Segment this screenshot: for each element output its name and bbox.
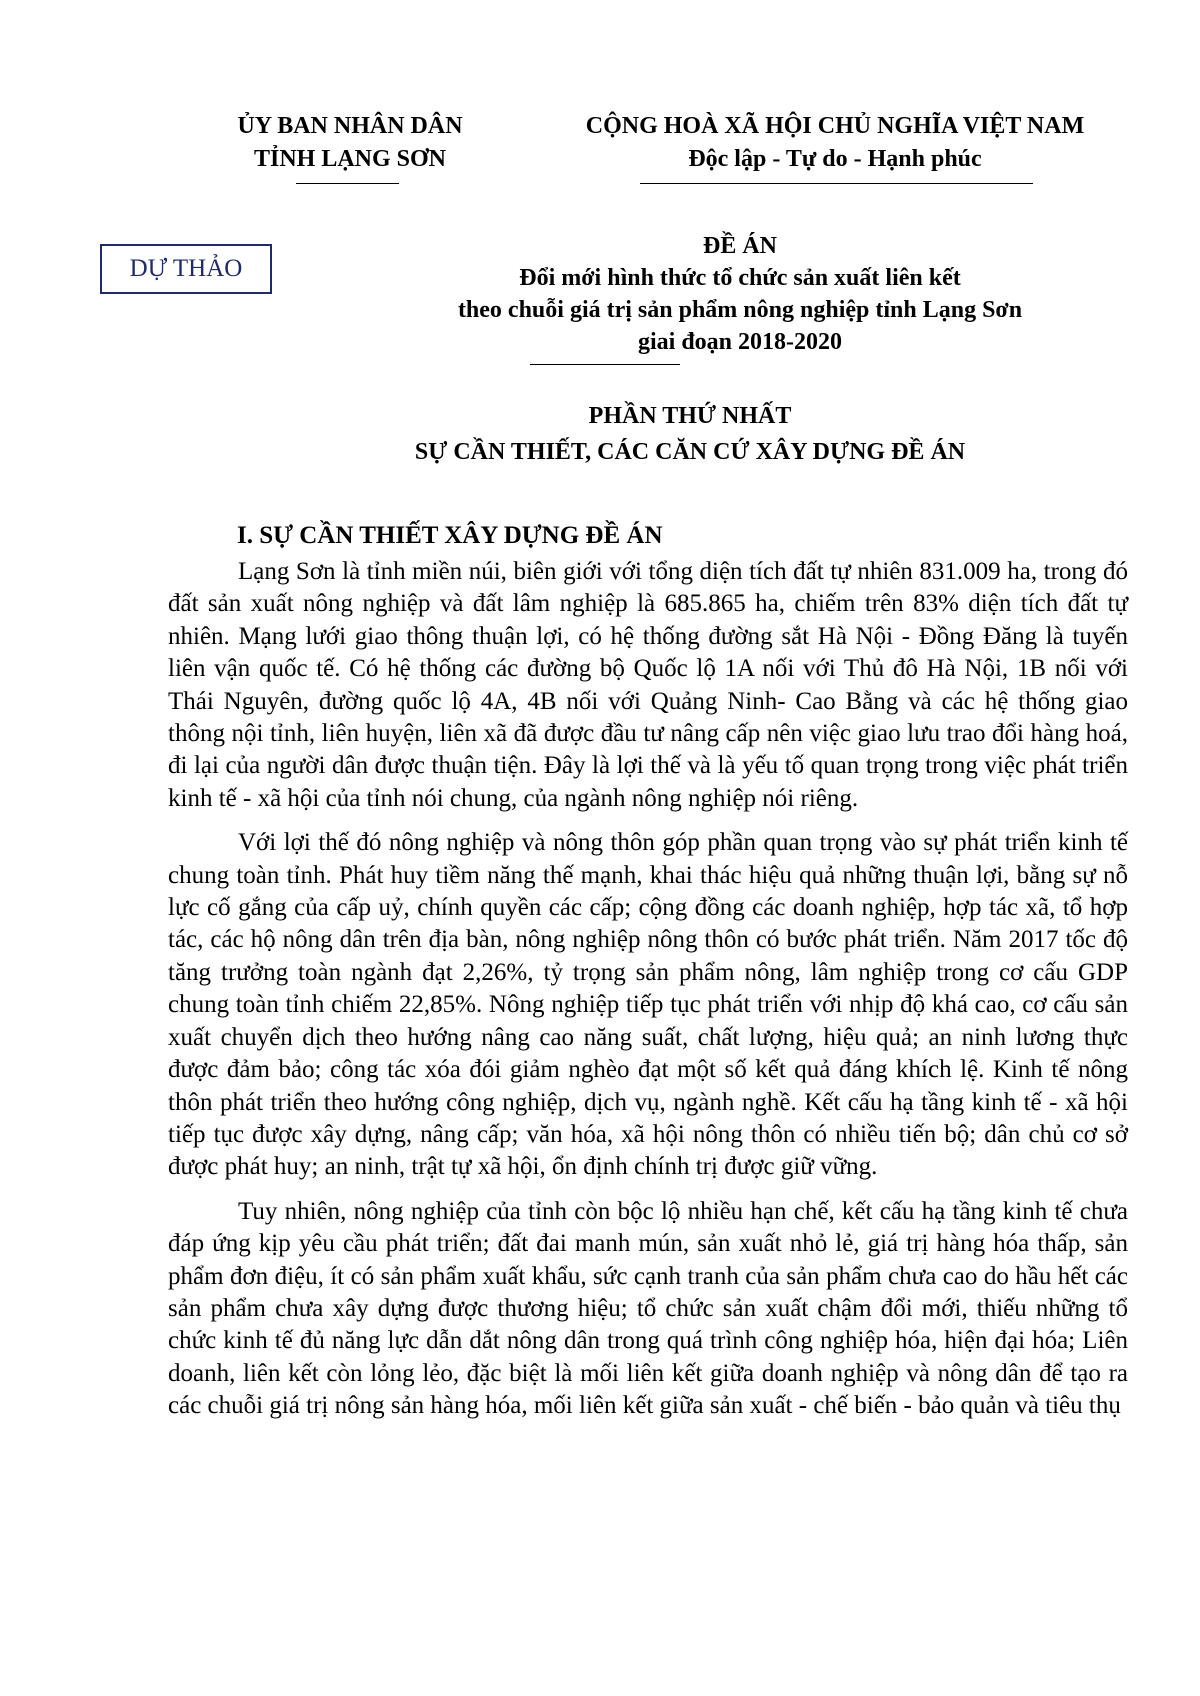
motto-line: Độc lập - Tự do - Hạnh phúc xyxy=(688,146,982,172)
motto-underline xyxy=(640,183,1033,184)
part-title: SỰ CẦN THIẾT, CÁC CĂN CỨ XÂY DỰNG ĐỀ ÁN xyxy=(414,439,966,465)
part-number: PHẦN THỨ NHẤT xyxy=(588,403,792,429)
authority-line-1: ỦY BAN NHÂN DÂN xyxy=(237,113,463,139)
title-line-3: theo chuỗi giá trị sản phẩm nông nghiệp tỉnh Lạng Sơn xyxy=(457,297,1023,323)
paragraph: Tuy nhiên, nông nghiệp của tỉnh còn bộc lộ nhiều hạn chế, kết cấu hạ tầng kinh tế chưa đáp ứng kịp yêu cầu phát triển; đất đai manh mún, sản xuất nhỏ lẻ, giá trị hàng hóa thấp, sản phẩm đơn điệu, ít có sản phẩm xuất khẩu, sức cạnh tranh của sản phẩm chưa cao do hầu hết các sản phẩm chưa xây dựng được thương hiệu; tổ chức sản xuất chậm đổi mới, thiếu những tổ chức kinh tế đủ năng lực dẫn dắt nông dân trong quá trình công nghiệp hóa, hiện đại hóa; Liên doanh, liên kết còn lỏng lẻo, đặc biệt là mối liên kết giữa doanh nghiệp và nông dân để tạo ra các chuỗi giá trị nông sản hàng hóa, mối liên kết giữa sản xuất - chế biến - bảo quản và tiêu thụ xyxy=(168,1197,1128,1420)
paragraph: Với lợi thế đó nông nghiệp và nông thôn góp phần quan trọng vào sự phát triển kinh tế chung toàn tỉnh. Phát huy tiềm năng thế mạnh, khai thác hiệu quả những thuận lợi, bằng sự nỗ lực cố gắng của cấp uỷ, chính quyền các cấp; cộng đồng các doanh nghiệp, hợp tác xã, tổ hợp tác, các hộ nông dân trên địa bàn, nông nghiệp nông thôn có bước phát triển. Năm 2017 tốc độ tăng trưởng toàn ngành đạt 2,26%, tỷ trọng sản phẩm nông, lâm nghiệp trong cơ cấu GDP chung toàn tỉnh chiếm 22,85%. Nông nghiệp tiếp tục phát triển với nhịp độ khá cao, cơ cấu sản xuất chuyển dịch theo hướng nâng cao năng suất, chất lượng, hiệu quả; an ninh lương thực được đảm bảo; công tác xóa đói giảm nghèo đạt một số kết quả đáng khích lệ. Kinh tế nông thôn phát triển theo hướng công nghiệp, dịch vụ, ngành nghề. Kết cấu hạ tầng kinh tế - xã hội tiếp tục được xây dựng, nâng cấp; văn hóa, xã hội nông thôn có nhiều tiến bộ; dân chủ cơ sở được phát huy; an ninh, trật tự xã hội, ổn định chính trị được giữ vững. xyxy=(168,829,1128,1181)
title-line-2: Đổi mới hình thức tổ chức sản xuất liên kết xyxy=(519,265,961,291)
document-title xyxy=(290,230,1190,358)
authority-underline xyxy=(296,183,399,184)
title-line-4: giai đoạn 2018-2020 xyxy=(637,329,843,355)
draft-label: DỰ THẢO xyxy=(129,255,243,282)
authority-line-2: TỈNH LẠNG SƠN xyxy=(253,146,447,172)
section-heading: I. SỰ CẦN THIẾT XÂY DỰNG ĐỀ ÁN xyxy=(237,522,663,549)
title-line-1: ĐỀ ÁN xyxy=(702,233,777,259)
paragraph: Lạng Sơn là tỉnh miền núi, biên giới với tổng diện tích đất tự nhiên 831.009 ha, trong đó đất sản xuất nông nghiệp và đất lâm nghiệp là 685.865 ha, chiếm trên 83% diện tích đất tự nhiên. Mạng lưới giao thông thuận lợi, có hệ thống đường sắt Hà Nội - Đồng Đăng là tuyến liên vận quốc tế. Có hệ thống các đường bộ Quốc lộ 1A nối với Thủ đô Hà Nội, 1B nối với Thái Nguyên, đường quốc lộ 4A, 4B nối với Quảng Ninh- Cao Bằng và các hệ thống giao thông nội tỉnh, liên huyện, liên xã đã được đầu tư nâng cấp nên việc giao lưu trao đổi hàng hoá, đi lại của người dân được thuận tiện. Đây là lợi thế và là yếu tố quan trọng trong việc phát triển kinh tế - xã hội của tỉnh nói chung, của ngành nông nghiệp nói riêng. xyxy=(168,558,1128,812)
draft-stamp-box xyxy=(100,244,272,294)
title-underline xyxy=(530,364,680,365)
national-motto xyxy=(535,110,1135,176)
country-name: CỘNG HOÀ XÃ HỘI CHỦ NGHĨA VIỆT NAM xyxy=(585,113,1085,139)
body-text xyxy=(168,556,1128,1435)
issuing-authority xyxy=(200,110,500,176)
part-heading xyxy=(240,398,1140,470)
